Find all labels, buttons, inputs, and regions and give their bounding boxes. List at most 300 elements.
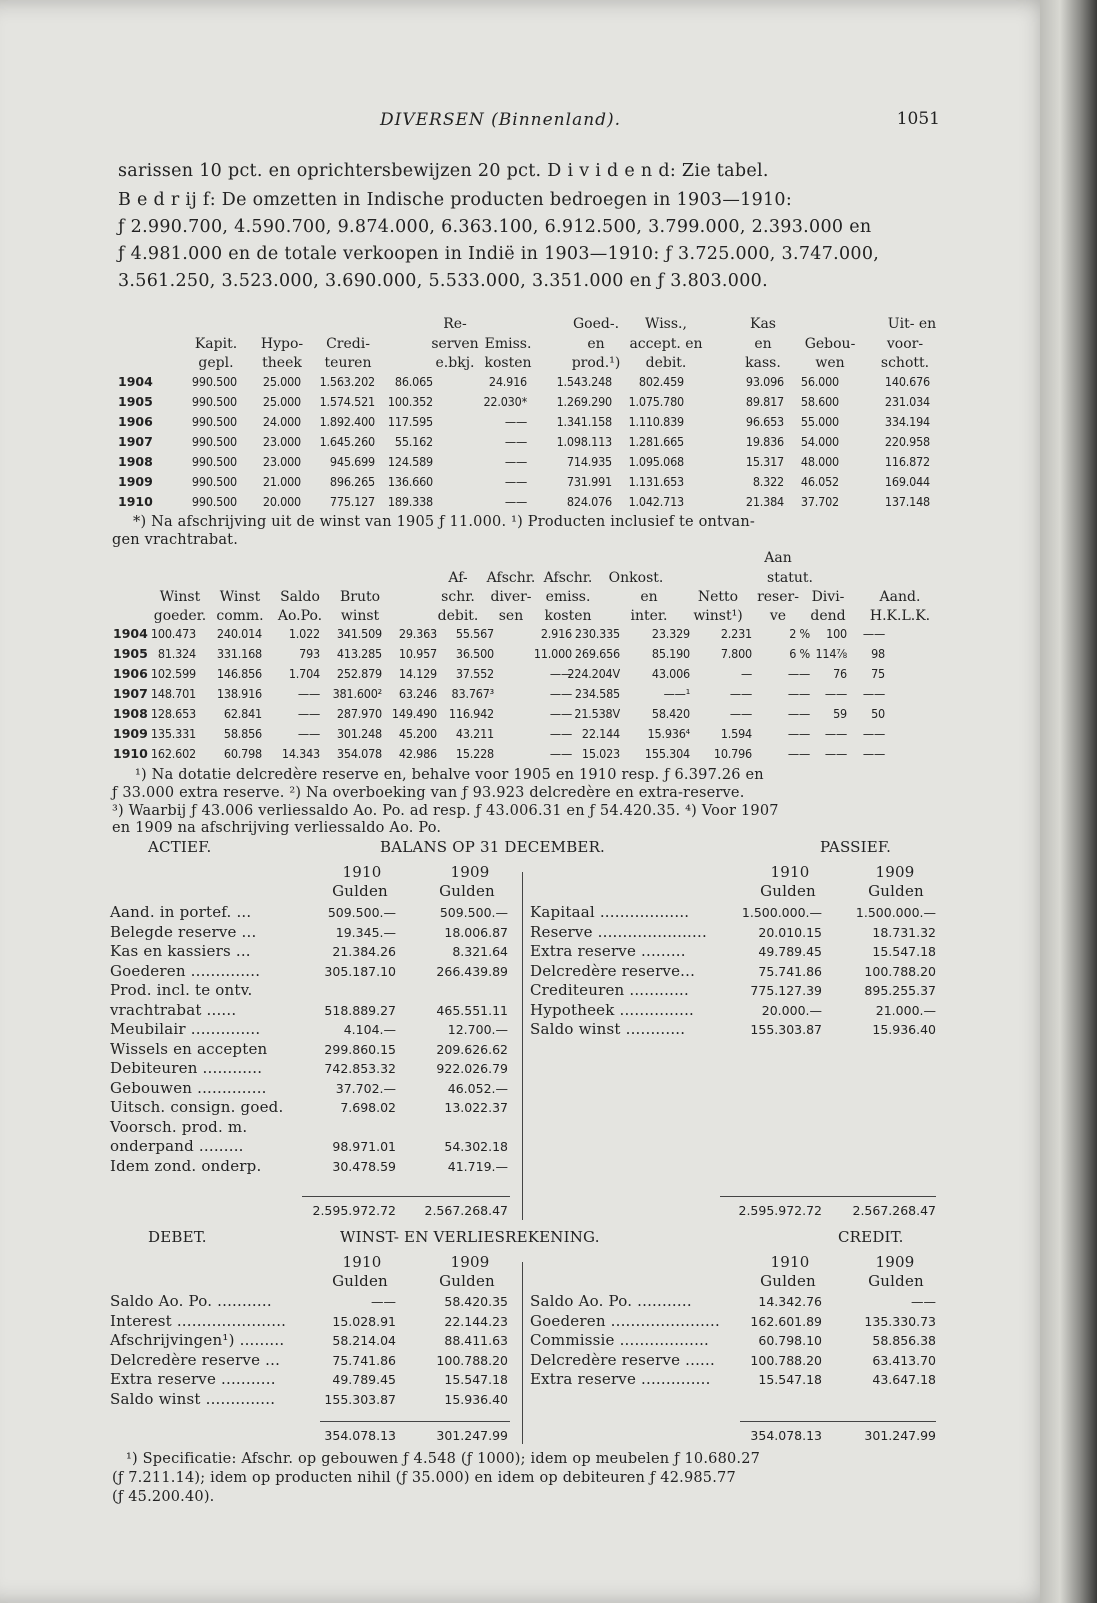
- balans-year: 1909: [875, 863, 915, 881]
- table2-cell: ——: [787, 746, 810, 761]
- table1-cell: 22.030*: [483, 394, 527, 409]
- winst-unit: Gulden: [760, 1272, 816, 1290]
- table1-cell: 20.000: [262, 494, 301, 509]
- table1-cell: 824.076: [566, 494, 612, 509]
- debet-label: Saldo winst ..............: [110, 1389, 276, 1408]
- table2-cell: ——: [862, 726, 885, 741]
- table1-cell: 334.194: [884, 414, 930, 429]
- table1-cell: 1.574.521: [319, 394, 375, 409]
- table2-cell: ——¹: [663, 686, 690, 701]
- table2-header: ve: [769, 608, 787, 624]
- actief-label: onderpand .........: [110, 1137, 244, 1155]
- passief-1910: 1.500.000.—: [741, 905, 822, 920]
- table2-year: 1907: [113, 686, 148, 701]
- table1-header: voor-: [886, 336, 924, 352]
- table1-cell: 990.500: [191, 494, 237, 509]
- table2-cell: ——: [824, 726, 847, 741]
- table1-cell: 21.000: [262, 474, 301, 489]
- actief-label: Voorsch. prod. m.: [110, 1117, 248, 1136]
- passief-label: Crediteuren ............: [530, 981, 689, 999]
- table2-cell: 75: [871, 666, 885, 681]
- table2-cell: 50: [871, 706, 885, 721]
- table2-cell: 2.916: [540, 626, 572, 641]
- table2-cell: 354.078: [336, 746, 382, 761]
- table2-cell: 234.585: [574, 686, 620, 701]
- actief-label: Belegde reserve ...: [110, 922, 257, 941]
- table1-cell: 23.000: [262, 434, 301, 449]
- passief-1909: 100.788.20: [864, 963, 936, 979]
- table2-header: Saldo: [280, 589, 320, 605]
- table2-cell: 62.841: [223, 706, 262, 721]
- table2-header: goeder.: [153, 608, 207, 624]
- table1-header: schott.: [880, 355, 930, 371]
- table1-year: 1907: [118, 434, 153, 449]
- table2-cell: 138.916: [216, 686, 262, 701]
- table2-header: Winst: [159, 589, 201, 605]
- balans-year: 1910: [770, 863, 810, 881]
- running-head: DIVERSEN (Binnenland).: [380, 110, 622, 130]
- winst-year: 1910: [770, 1253, 810, 1271]
- table1-cell: 1.131.653: [628, 474, 684, 489]
- table1-cell: 136.660: [387, 474, 433, 489]
- table1-cell: 731.991: [566, 474, 612, 489]
- table2-cell: 162.602: [150, 746, 196, 761]
- table1-header: Gebou-: [804, 336, 856, 352]
- table1-cell: 802.459: [638, 374, 684, 389]
- table1-cell: 55.000: [800, 414, 839, 429]
- table1-cell: 56.000: [800, 374, 839, 389]
- table2-cell: 10.957: [398, 646, 437, 661]
- passief-1909: 15.547.18: [872, 944, 936, 959]
- intro-line: 3.561.250, 3.523.000, 3.690.000, 5.533.000, 3.351.000 en ƒ 3.803.000.: [118, 271, 768, 291]
- table2-header: Bruto: [339, 589, 381, 605]
- passief-label: Extra reserve .........: [530, 942, 686, 960]
- table1-cell: 46.052: [800, 474, 839, 489]
- winst-total-left-1910: 354.078.13: [324, 1428, 396, 1443]
- table2-cell: 60.798: [223, 746, 262, 761]
- table2-cell: ——: [729, 686, 752, 701]
- table1-cell: 189.338: [387, 494, 433, 509]
- table1-cell: 1.098.113: [556, 434, 612, 449]
- table2-cell: 63.246: [398, 686, 437, 701]
- table2-cell: ——: [787, 706, 810, 721]
- credit-label: Extra reserve ..............: [530, 1370, 711, 1388]
- table2-cell: 21.538V: [574, 706, 620, 721]
- table2-cell: ——: [862, 686, 885, 701]
- credit-1910: 162.601.89: [750, 1313, 822, 1329]
- actief-1909: 465.551.11: [436, 1002, 508, 1018]
- table2-cell: ——: [824, 686, 847, 701]
- table2-cell: 381.600²: [332, 686, 382, 701]
- passief-1910: 20.000.—: [761, 1002, 822, 1018]
- table1-year: 1906: [118, 414, 153, 429]
- table2-cell: 114⅞: [815, 646, 847, 661]
- balans-divider: [522, 872, 523, 1220]
- table1-header: Hypo-: [260, 336, 304, 352]
- balans-total-rule-left: [302, 1196, 510, 1197]
- winst-total-left-1909: 301.247.99: [436, 1428, 508, 1443]
- debet-1909: 58.420.35: [444, 1294, 508, 1309]
- table2-cell: ——: [729, 706, 752, 721]
- table2-header: Netto: [697, 589, 739, 605]
- table2-cell: 252.879: [336, 666, 382, 681]
- debet-label: Interest ......................: [110, 1311, 287, 1330]
- credit-label: Commissie ..................: [530, 1331, 710, 1349]
- table2-cell: 45.200: [398, 726, 437, 741]
- passief-1909: 1.500.000.—: [855, 905, 936, 920]
- table2-header: winst: [340, 608, 380, 624]
- winst-total-right-1910: 354.078.13: [750, 1428, 822, 1443]
- table2-cell: ——: [549, 686, 572, 701]
- table1-year: 1905: [118, 394, 153, 409]
- table1-cell: 93.096: [745, 374, 784, 389]
- table2-note: ƒ 33.000 extra reserve. ²) Na overboeking van ƒ 93.923 delcredère en extra-reserve.: [112, 785, 745, 801]
- table1-cell: 8.322: [752, 474, 784, 489]
- table1-cell: 990.500: [191, 454, 237, 469]
- credit-label: Saldo Ao. Po. ...........: [530, 1292, 692, 1310]
- table1-cell: ——: [504, 494, 527, 509]
- table2-cell: 240.014: [216, 626, 262, 641]
- table2-cell: 36.500: [455, 646, 494, 661]
- table2-cell: ——: [787, 686, 810, 701]
- table2-header: emiss.: [545, 589, 591, 605]
- table1-header: Wiss.,: [645, 316, 687, 332]
- table1-cell: 58.600: [800, 394, 839, 409]
- credit-1909: 43.647.18: [872, 1372, 936, 1387]
- winst-year: 1909: [450, 1253, 490, 1271]
- table2-year: 1908: [113, 706, 148, 721]
- winst-credit-title: CREDIT.: [838, 1228, 904, 1246]
- winst-unit: Gulden: [868, 1272, 924, 1290]
- passief-1909: 15.936.40: [872, 1022, 936, 1037]
- table1-header: Credi-: [326, 336, 370, 352]
- table1-cell: 23.000: [262, 454, 301, 469]
- table2-header: Af-: [448, 570, 468, 586]
- table2-cell: 14.343: [281, 746, 320, 761]
- balans-total-right-1909: 2.567.268.47: [852, 1203, 936, 1218]
- actief-1909: 18.006.87: [444, 924, 508, 940]
- actief-label: Goederen ..............: [110, 961, 261, 980]
- table1-header: gepl.: [198, 355, 234, 371]
- balans-unit: Gulden: [760, 882, 816, 900]
- table1-cell: 169.044: [884, 474, 930, 489]
- table2-cell: 6 %: [789, 646, 810, 661]
- table1-note: gen vrachtrabat.: [112, 532, 239, 548]
- winst-total-rule-left: [320, 1421, 510, 1422]
- table2-cell: 230.335: [574, 626, 620, 641]
- table2-cell: 14.129: [398, 666, 437, 681]
- passief-1909: 895.255.37: [864, 983, 936, 998]
- table2-note: ¹) Na dotatie delcredère reserve en, behalve voor 1905 en 1910 resp. ƒ 6.397.26 en: [135, 767, 764, 783]
- table1-header: e.bkj.: [435, 355, 475, 371]
- actief-1910: 509.500.—: [327, 905, 396, 920]
- table1-cell: 86.065: [394, 374, 433, 389]
- table2-cell: 59: [833, 706, 847, 721]
- intro-line: B e d r ij f: De omzetten in Indische producten bedroegen in 1903—1910:: [118, 190, 793, 210]
- table2-header: Afschr.: [543, 570, 593, 586]
- debet-label: Afschrijvingen¹) .........: [110, 1331, 285, 1349]
- debet-1910: ——: [371, 1294, 396, 1309]
- table1-note: *) Na afschrijving uit de winst van 1905 ƒ 11.000. ¹) Producten inclusief te ontvan-: [133, 514, 755, 530]
- debet-label: Delcredère reserve ...: [110, 1350, 281, 1369]
- table2-cell: ——: [549, 706, 572, 721]
- winst-note: (ƒ 7.211.14); idem op producten nihil (ƒ 35.000) en idem op debiteuren ƒ 42.985.77: [112, 1470, 736, 1486]
- actief-label: Gebouwen ..............: [110, 1078, 267, 1097]
- table2-header: Onkost.: [608, 570, 664, 586]
- actief-1910: 299.860.15: [324, 1041, 396, 1057]
- table2-cell: ——: [549, 666, 572, 681]
- table1-header: Goed-.: [572, 316, 620, 332]
- actief-1910: 742.853.32: [324, 1061, 396, 1076]
- book-edge: [1040, 0, 1097, 1603]
- debet-1909: 15.547.18: [444, 1372, 508, 1387]
- balans-passief-title: PASSIEF.: [820, 838, 892, 856]
- table2-cell: 15.228: [455, 746, 494, 761]
- balans-unit: Gulden: [868, 882, 924, 900]
- actief-1909: 922.026.79: [436, 1061, 508, 1076]
- table1-cell: 48.000: [800, 454, 839, 469]
- table2-header: comm.: [216, 608, 264, 624]
- table2-cell: 149.490: [391, 706, 437, 721]
- actief-1910: 21.384.26: [332, 944, 396, 959]
- table2-cell: ——: [862, 746, 885, 761]
- debet-label: Extra reserve ...........: [110, 1370, 276, 1388]
- table1-cell: 990.500: [191, 474, 237, 489]
- actief-1909: 41.719.—: [447, 1158, 508, 1174]
- table1-header: kosten: [484, 355, 532, 371]
- actief-1910: 305.187.10: [324, 963, 396, 979]
- actief-1910: 518.889.27: [324, 1002, 396, 1018]
- balans-total-rule-right: [720, 1196, 936, 1197]
- balans-total-left-1909: 2.567.268.47: [424, 1203, 508, 1218]
- table2-cell: 1.022: [288, 626, 320, 641]
- table1-cell: 25.000: [262, 374, 301, 389]
- table1-cell: 896.265: [329, 474, 375, 489]
- table1-cell: 990.500: [191, 414, 237, 429]
- table2-cell: 23.329: [651, 626, 690, 641]
- table1-header: accept. en: [629, 336, 703, 352]
- passief-label: Saldo winst ............: [530, 1020, 686, 1038]
- table2-cell: ——: [297, 726, 320, 741]
- table1-cell: 24.916: [488, 374, 527, 389]
- actief-1909: 509.500.—: [439, 905, 508, 920]
- winst-total-rule-right: [740, 1421, 936, 1422]
- winst-note: ¹) Specificatie: Afschr. op gebouwen ƒ 4.548 (ƒ 1000); idem op meubelen ƒ 10.680.27: [126, 1451, 761, 1467]
- table1-cell: 1.075.780: [628, 394, 684, 409]
- table2-header: Aand.: [879, 589, 921, 605]
- table1-year: 1908: [118, 454, 153, 469]
- table2-cell: 11.000: [533, 646, 572, 661]
- credit-1909: 135.330.73: [864, 1313, 936, 1329]
- table2-header: Divi-: [811, 589, 845, 605]
- actief-1909: 46.052.—: [447, 1080, 508, 1096]
- table1-header: Re-: [443, 316, 467, 332]
- table2-header: Winst: [219, 589, 261, 605]
- table2-cell: ——: [824, 746, 847, 761]
- credit-1909: ——: [911, 1294, 936, 1309]
- table1-header: teuren: [324, 355, 372, 371]
- balans-total-right-1910: 2.595.972.72: [738, 1203, 822, 1218]
- table1-cell: 714.935: [566, 454, 612, 469]
- passief-1910: 75.741.86: [758, 963, 822, 979]
- table2-cell: 269.656: [574, 646, 620, 661]
- table2-cell: 15.023: [581, 746, 620, 761]
- actief-label: Idem zond. onderp.: [110, 1156, 262, 1175]
- table2-cell: 341.509: [336, 626, 382, 641]
- table1-cell: 1.645.260: [319, 434, 375, 449]
- table1-cell: 1.110.839: [628, 414, 684, 429]
- table2-year: 1906: [113, 666, 148, 681]
- passief-1909: 21.000.—: [875, 1002, 936, 1018]
- actief-1910: 19.345.—: [335, 924, 396, 940]
- table1-cell: ——: [504, 454, 527, 469]
- credit-1909: 63.413.70: [872, 1352, 936, 1368]
- table1-cell: 137.148: [884, 494, 930, 509]
- table1-header: Kapit.: [194, 336, 238, 352]
- table1-cell: 1.563.202: [319, 374, 375, 389]
- actief-label: vrachtrabat ......: [110, 1000, 237, 1019]
- table1-cell: 1.543.248: [556, 374, 612, 389]
- table1-cell: 55.162: [394, 434, 433, 449]
- balans-year: 1909: [450, 863, 490, 881]
- winst-year: 1909: [875, 1253, 915, 1271]
- table2-cell: 2.231: [720, 626, 752, 641]
- table1-cell: 1.892.400: [319, 414, 375, 429]
- table2-year: 1910: [113, 746, 148, 761]
- table2-cell: ——: [549, 726, 572, 741]
- table2-cell: —: [740, 666, 752, 681]
- balans-year: 1910: [342, 863, 382, 881]
- passief-label: Delcredère reserve...: [530, 961, 696, 980]
- passief-label: Hypotheek ...............: [530, 1000, 695, 1019]
- actief-1909: 12.700.—: [447, 1022, 508, 1037]
- passief-1909: 18.731.32: [872, 924, 936, 940]
- table2-cell: 10.796: [713, 746, 752, 761]
- passief-1910: 49.789.45: [758, 944, 822, 959]
- actief-label: Kas en kassiers ...: [110, 942, 251, 960]
- table1-cell: 1.341.158: [556, 414, 612, 429]
- actief-1910: 30.478.59: [332, 1158, 396, 1174]
- table1-cell: ——: [504, 434, 527, 449]
- table2-cell: 793: [299, 646, 320, 661]
- table1-cell: 1.042.713: [628, 494, 684, 509]
- table2-cell: 83.767³: [451, 686, 494, 701]
- table2-cell: 76: [833, 666, 847, 681]
- table1-cell: 24.000: [262, 414, 301, 429]
- winst-divider: [522, 1262, 523, 1444]
- actief-label: Uitsch. consign. goed.: [110, 1098, 284, 1116]
- table2-cell: 102.599: [150, 666, 196, 681]
- table1-cell: 117.595: [387, 414, 433, 429]
- table1-cell: 1.095.068: [628, 454, 684, 469]
- table2-header: dend: [810, 608, 846, 624]
- actief-1909: 266.439.89: [436, 963, 508, 979]
- balans-title: BALANS OP 31 DECEMBER.: [380, 838, 606, 856]
- table2-cell: 135.331: [150, 726, 196, 741]
- table2-cell: 7.800: [720, 646, 752, 661]
- table2-cell: ——: [297, 706, 320, 721]
- table2-cell: 224.204V: [567, 666, 620, 681]
- debet-1909: 100.788.20: [436, 1352, 508, 1368]
- credit-1910: 14.342.76: [758, 1294, 822, 1309]
- passief-label: Reserve ......................: [530, 922, 707, 941]
- table2-year: 1904: [113, 626, 148, 641]
- table2-cell: 55.567: [455, 626, 494, 641]
- table2-cell: 58.420: [651, 706, 690, 721]
- table2-header: statut.: [767, 570, 813, 586]
- table1-header: kass.: [745, 355, 781, 371]
- actief-label: Meubilair ..............: [110, 1020, 261, 1038]
- table2-cell: 22.144: [581, 726, 620, 741]
- table1-cell: 1.281.665: [628, 434, 684, 449]
- winst-unit: Gulden: [332, 1272, 388, 1290]
- debet-1909: 15.936.40: [444, 1391, 508, 1407]
- table2-cell: 146.856: [216, 666, 262, 681]
- table2-cell: 331.168: [216, 646, 262, 661]
- table2-cell: 287.970: [336, 706, 382, 721]
- table1-year: 1909: [118, 474, 153, 489]
- table1-cell: 116.872: [884, 454, 930, 469]
- table2-cell: ——: [862, 626, 885, 641]
- table2-cell: 85.190: [651, 646, 690, 661]
- table1-header: serven: [431, 336, 479, 352]
- table1-header: Kas: [750, 316, 776, 332]
- debet-label: Saldo Ao. Po. ...........: [110, 1292, 272, 1310]
- table1-cell: 15.317: [745, 454, 784, 469]
- table1-cell: ——: [504, 474, 527, 489]
- intro-line: ƒ 4.981.000 en de totale verkoopen in Indië in 1903—1910: ƒ 3.725.000, 3.747.000,: [118, 244, 880, 264]
- actief-label: Aand. in portef. ...: [110, 903, 252, 921]
- table1-header: debit.: [645, 355, 687, 371]
- table2-cell: 42.986: [398, 746, 437, 761]
- winst-title: WINST- EN VERLIESREKENING.: [340, 1228, 600, 1246]
- table1-header: wen: [815, 355, 845, 371]
- table2-cell: 43.211: [455, 726, 494, 741]
- table2-header: inter.: [630, 608, 668, 624]
- winst-note: (ƒ 45.200.40).: [112, 1489, 215, 1505]
- table2-cell: 43.006: [651, 666, 690, 681]
- table1-cell: 1.269.290: [556, 394, 612, 409]
- balans-total-left-1910: 2.595.972.72: [312, 1203, 396, 1218]
- table2-header: winst¹): [693, 608, 743, 624]
- table2-header: Afschr.: [486, 570, 536, 586]
- actief-1910: 98.971.01: [332, 1139, 396, 1154]
- actief-label: Debiteuren ............: [110, 1059, 263, 1077]
- table2-cell: 1.704: [288, 666, 320, 681]
- table2-header: schr.: [441, 589, 475, 605]
- table1-cell: 990.500: [191, 374, 237, 389]
- actief-1910: 37.702.—: [335, 1080, 396, 1096]
- table1-cell: 140.676: [884, 374, 930, 389]
- table2-cell: ——: [787, 726, 810, 741]
- debet-1909: 22.144.23: [444, 1313, 508, 1329]
- table2-cell: 116.942: [448, 706, 494, 721]
- table1-cell: 25.000: [262, 394, 301, 409]
- table1-cell: 19.836: [745, 434, 784, 449]
- table1-cell: 100.352: [387, 394, 433, 409]
- table2-header: diver-: [490, 589, 532, 605]
- credit-label: Goederen ......................: [530, 1311, 720, 1330]
- table2-cell: 2 %: [789, 626, 810, 641]
- table1-cell: 124.589: [387, 454, 433, 469]
- winst-year: 1910: [342, 1253, 382, 1271]
- table2-cell: 155.304: [644, 746, 690, 761]
- debet-1909: 88.411.63: [444, 1333, 508, 1348]
- passief-1910: 775.127.39: [750, 983, 822, 998]
- winst-unit: Gulden: [439, 1272, 495, 1290]
- balans-actief-title: ACTIEF.: [148, 838, 212, 856]
- table2-cell: 58.856: [223, 726, 262, 741]
